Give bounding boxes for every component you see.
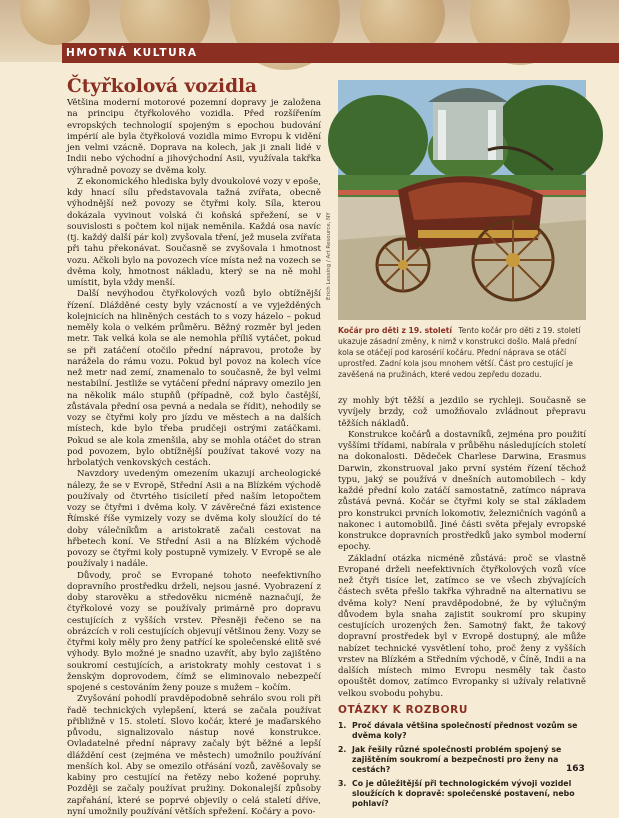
questions-heading: OTÁZKY K ROZBORU xyxy=(338,704,468,716)
questions-list xyxy=(338,721,586,813)
paragraph: Zvyšování pohodlí pravděpodobně sehrálo svou roli při řadě technických vylepšení, která se začala používat přibližně v 15. století. Slovo kočár, které je maďarského původu, signalizovalo nástup nové konstrukce. Ovladatelné přední nápravy začaly být běžné a lepší dláždění cest (zejména ve městech) umožnilo používání menších kol. Aby se omezilo otřásání vozů, zavěšovaly se kabiny pro cestující na řetězy nebo kožené popruhy. Později se začaly používat pružiny. Dokonalejší způsoby zapřahání, které se poprvé objevily o celá staletí dříve, nyní umožnily používání větších spřežení. Kočáry a povo- xyxy=(67,694,321,817)
paragraph: Základní otázka nicméně zůstává: proč se vlastně Evropané drželi neefektivních čtyřkolových vozů více než čtyři tisíce let, zatímco se ve všech zbývajících částech světa přešlo takřka výhradně na alternativu se dvěma koly? Není pravděpodobné, že by výlučným důvodem byla snaha zajistit soukromí pro skupiny cestujících urozených žen. Samotný fakt, že takový dopravní prostředek byl v Evropě dostupný, ale může nabízet technické vysvětlení toho, proč ženy z vyšších vrstev na Blízkém a Středním východě, v Číně, Indii a na dalších místech mimo Evropu nesměly tak často opouštět domov, zatímco Evropanky si užívaly relativně velkou svobodu pohybu. xyxy=(338,553,586,699)
paragraph: Konstrukce kočárů a dostavníků, zejména pro použití vyššími třídami, nabírala v průběhu následujících století na dokonalosti. Dědeček Charlese Darwina, Erasmus Darwin, zkonstruoval jako první systém řízení těchož typu, jaký se používá v dnešních automobilech – kdy každé přední kolo zatáčí samostatně, zatímco náprava zůstává pevná. Kočár se čtyřmi koly se stal základem pro konstrukci prvních lokomotiv, železničních vagónů a nakonec i automobilů. Jiné části světa přejaly evropské konstrukce dopravních prostředků jako symbol moderní epochy. xyxy=(338,429,586,553)
decor-coin xyxy=(20,0,90,45)
question-number: 2. xyxy=(338,745,347,754)
paragraph: Většina moderní motorové pozemní dopravy je založena na principu čtyřkolového vozidla. Před rozšířením evropských technologií spojeným s epochou budování impérií ale byla čtyřkolová vozidla mimo Evropu k vidění jen velmi vzácně. Doprava na kolech, jak ji znali lidé v Indii nebo východní a jihovýchodní Asii, využívala takřka výhradně povozy se dvěma koly. xyxy=(67,98,321,176)
figure-caption xyxy=(338,325,584,387)
paragraph: Další nevýhodou čtyřkolových vozů bylo obtížnější řízení. Dlážděné cesty byly vzácností a ve vyježděných kolejnicích na hliněných cestách to s vozy házelo – pokud neměly kola o velkém průměru. Běžný rozměr byl jeden metr. Tak velká kola se ale nemohla příliš vytáčet, pokud se při zatáčení otočilo přední nápravou, protože by narážela do rámu vozu. Pokud byl povoz na kolech více než metr nad zemí, znamenalo to současně, že byl velmi nestabilní. Jestliže se vytáčení přední nápravy omezilo jen na několik málo stupňů (případně, což bylo častější, zůstávala přední osa pevná a nedala se řídit), nehodily se vozy se čtyřmi koly pro jízdu ve městech a na dalších místech, kde bylo třeba prudčeji ostrými zatáčkami. Pokud se ale kola zmenšila, aby se mohla otáčet do stran pod povozem, bylo obtížnější používat takové vozy na hrbolatých venkovských cestách. xyxy=(67,289,321,468)
caption-text: Tento kočár pro děti z 19. století ukazuje zásadní změny, k nimž v konstrukci došlo. Malá přední kola se otáčejí pod karosérií kočáru. Přední náprava se otáčí uprostřed. Zadní kola jsou mnohem větší. Část pro cestující je zavěšená na pružinách, které vedou zepředu dozadu. xyxy=(338,326,581,379)
paragraph: zy mohly být těžší a jezdilo se rychleji. Současně se vyvíjely brzdy, což umožňovalo zvládnout přepravu těžších nákladů. xyxy=(338,396,586,429)
question-item xyxy=(338,721,586,741)
question-number: 3. xyxy=(338,779,347,788)
photo-credit: Erich Lessing / Art Resource, NY xyxy=(326,212,332,300)
question-number: 1. xyxy=(338,721,347,730)
paragraph: Navzdory uvedeným omezením ukazují archeologické nálezy, že se v Evropě, Střední Asii a na Blízkém východě používaly od čtvrtého tisíciletí před naším letopočtem vozy se čtyřmi i dvěma koly. V závěrečné fázi existence Římské říše vymizely vozy se dvěma koly sloužící do té doby válečníkům a aristokratě začali cestovat na hřbetech koní. Ve Střední Asii a na Blízkém východě povozy se čtyřmi koly postupně vymizely. V Evropě se ale používaly i nadále. xyxy=(67,469,321,570)
left-text-column xyxy=(67,98,321,817)
right-text-column xyxy=(338,396,586,699)
question-text: Proč dávala většina společností přednost vozům se dvěma koly? xyxy=(352,721,578,740)
question-text: Co je důležitější při technologickém vývoji vozidel sloužících k dopravě: společenské postavení, nebo pohlaví? xyxy=(352,779,575,808)
section-label: HMOTNÁ KULTURA xyxy=(66,47,198,59)
carriage-photo xyxy=(338,80,586,320)
question-text: Jak řešily různé společnosti problém spojený se zajištěním soukromí a bezpečnosti pro ženy na cestách? xyxy=(352,745,562,774)
paragraph: Důvody, proč se Evropané tohoto neefektivního dopravního prostředku drželi, nejsou jasné. Vyobrazení z doby starověku a středověku nicméně naznačují, že čtyřkolové vozy se používaly primárně pro dopravu cestujících z vyšších vrstev. Přesněji řečeno se na obrázcích v roli cestujících objevují většinou ženy. Vozy se čtyřmi koly měly pro ženy patřící ke společenské elitě své výhody. Bylo možné je snadno uzavřít, aby bylo zajištěno soukromí cestujících, a aristokraty mohly cestovat i s ženským doprovodem, čímž se eliminovalo nebezpečí spojené s cestováním ženy pouze s mužem – kočím. xyxy=(67,570,321,693)
question-item xyxy=(338,745,586,775)
article-title: Čtyřkolová vozidla xyxy=(67,76,258,97)
question-item xyxy=(338,779,586,809)
paragraph: Z ekonomického hlediska byly dvoukolové vozy v epoše, kdy hnací sílu představovala tažná zvířata, obecně výhodnější než povozy se čtyřmi koly. Síla, kterou dokázala vyvinout volská či koňská spřežení, se v souvislosti s počtem kol nijak neměnila. Každá osa navíc (tj. každý další pár kol) zvyšovala tření, jež musela zvířata při tahu překonávat. Současně se zvyšovala i hmotnost vozu. Ačkoli bylo na povozech více místa než na vozech se dvěma koly, hmotnost nákladu, který se na ně mohl umístit, byla vždy menší. xyxy=(67,176,321,288)
page-number: 163 xyxy=(566,764,585,774)
caption-title: Kočár pro děti z 19. století xyxy=(338,326,452,335)
